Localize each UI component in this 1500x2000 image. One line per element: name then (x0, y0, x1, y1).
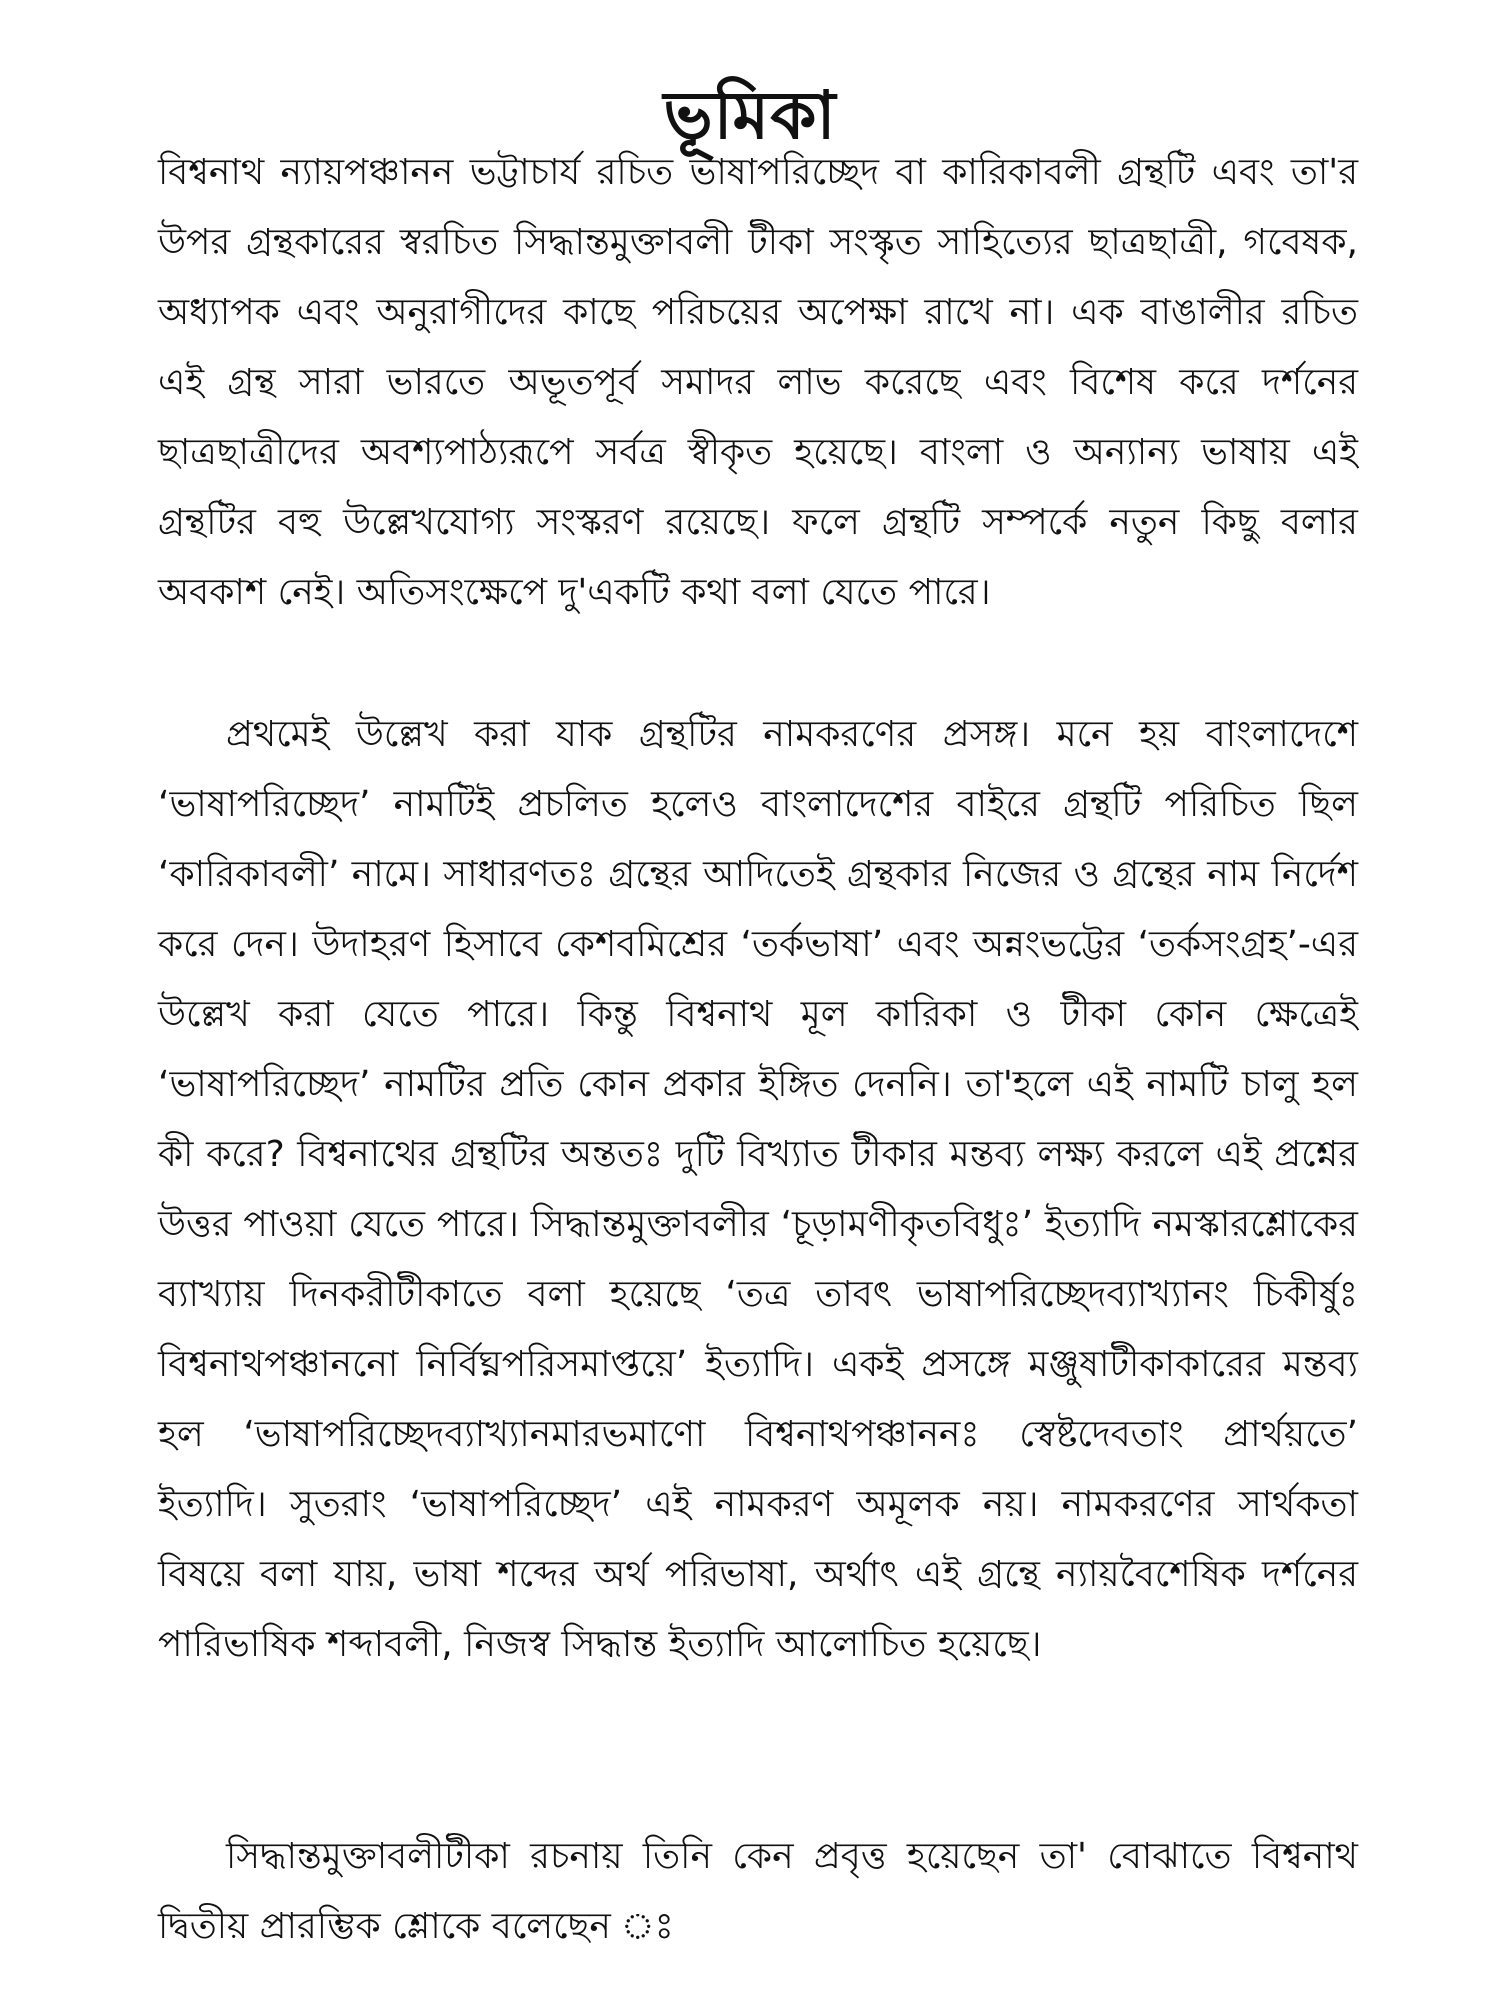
paragraph-introduction: বিশ্বনাথ ন্যায়পঞ্চানন ভট্টাচার্য রচিত ভাষাপরিচ্ছেদ বা কারিকাবলী গ্রন্থটি এবং তা'র উপর গ্রন্থকারের স্বরচিত সিদ্ধান্তমুক্তাবলী টীকা সংস্কৃত সাহিত্যের ছাত্রছাত্রী, গবেষক, অধ্যাপক এবং অনুরাগীদের কাছে পরিচয়ের অপেক্ষা রাখে না। এক বাঙালীর রচিত এই গ্রন্থ সারা ভারতে অভূতপূর্ব সমাদর লাভ করেছে এবং বিশেষ করে দর্শনের ছাত্রছাত্রীদের অবশ্যপাঠ্যরূপে সর্বত্র স্বীকৃত হয়েছে। বাংলা ও অন্যান্য ভাষায় এই গ্রন্থটির বহু উল্লেখযোগ্য সংস্করণ রয়েছে। ফলে গ্রন্থটি সম্পর্কে নতুন কিছু বলার অবকাশ নেই। অতিসংক্ষেপে দু'একটি কথা বলা যেতে পারে। (158, 152, 1358, 613)
paragraph-commentary: সিদ্ধান্তমুক্তাবলীটীকা রচনায় তিনি কেন প্রবৃত্ত হয়েছেন তা' বোঝাতে বিশ্বনাথ দ্বিতীয় প্রারম্ভিক শ্লোকে বলেছেন ঃ (158, 1836, 1358, 1947)
paragraph-naming: প্রথমেই উল্লেখ করা যাক গ্রন্থটির নামকরণের প্রসঙ্গ। মনে হয় বাংলাদেশে ‘ভাষাপরিচ্ছেদ’ নামটিই প্রচলিত হলেও বাংলাদেশের বাইরে গ্রন্থটি পরিচিত ছিল ‘কারিকাবলী’ নামে। সাধারণতঃ গ্রন্থের আদিতেই গ্রন্থকার নিজের ও গ্রন্থের নাম নির্দেশ করে দেন। উদাহরণ হিসাবে কেশবমিশ্রের ‘তর্কভাষা’ এবং অন্নংভট্টের ‘তর্কসংগ্রহ’-এর উল্লেখ করা যেতে পারে। কিন্তু বিশ্বনাথ মূল কারিকা ও টীকা কোন ক্ষেত্রেই ‘ভাষাপরিচ্ছেদ’ নামটির প্রতি কোন প্রকার ইঙ্গিত দেননি। তা'হলে এই নামটি চালু হল কী করে? বিশ্বনাথের গ্রন্থটির অন্ততঃ দুটি বিখ্যাত টীকার মন্তব্য লক্ষ্য করলে এই প্রশ্নের উত্তর পাওয়া যেতে পারে। সিদ্ধান্তমুক্তাবলীর ‘চূড়ামণীকৃতবিধুঃ’ ইত্যাদি নমস্কারশ্লোকের ব্যাখ্যায় দিনকরীটীকাতে বলা হয়েছে ‘তত্র তাবৎ ভাষাপরিচ্ছেদব্যাখ্যানং চিকীর্ষুঃ বিশ্বনাথপঞ্চাননো নির্বিঘ্নপরিসমাপ্তয়ে’ ইত্যাদি। একই প্রসঙ্গে মঞ্জুষাটীকাকারের মন্তব্য হল ‘ভাষাপরিচ্ছেদব্যাখ্যানমারভমাণো বিশ্বনাথপঞ্চাননঃ স্বেষ্টদেবতাং প্রার্থয়তে’ ইত্যাদি। সুতরাং ‘ভাষাপরিচ্ছেদ’ এই নামকরণ অমূলক নয়। নামকরণের সার্থকতা বিষয়ে বলা যায়, ভাষা শব্দের অর্থ পরিভাষা, অর্থাৎ এই গ্রন্থে ন্যায়বৈশেষিক দর্শনের পারিভাষিক শব্দাবলী, নিজস্ব সিদ্ধান্ত ইত্যাদি আলোচিত হয়েছে। (158, 714, 1358, 1665)
page-title: ভূমিকা (663, 77, 837, 155)
